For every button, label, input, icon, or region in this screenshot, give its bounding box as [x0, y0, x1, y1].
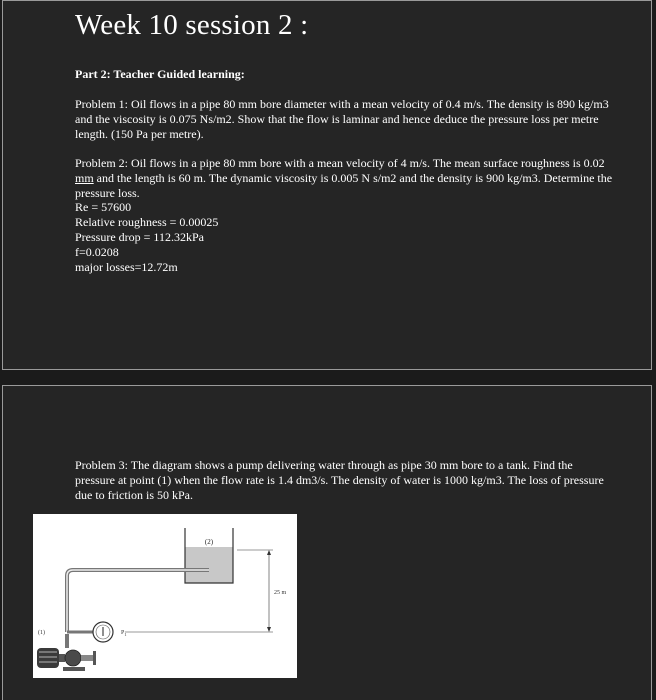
- motor-fin-2: [39, 656, 57, 658]
- point-1-label: (1): [38, 630, 45, 636]
- answer-major-losses: major losses=12.72m: [75, 260, 178, 274]
- answer-pressure-drop: Pressure drop = 112.32kPa: [75, 230, 204, 244]
- pump-tank-svg: [33, 514, 297, 678]
- pressure-subscript: 1: [124, 632, 127, 637]
- pressure-label: [121, 630, 127, 637]
- pump-coupling: [59, 654, 65, 662]
- problem-1-text: Problem 1: Oil flows in a pipe 80 mm bore diameter with a mean velocity of 0.4 m/s. The density is 890 kg/m3 and the viscosity is 0.075 Ns/m2. Show that the flow is laminar and hence deduce the pressure loss per metre length. (150 Pa per metre).: [75, 97, 609, 141]
- height-label: 25 m: [274, 590, 287, 596]
- slide-title: Week 10 session 2 :: [75, 9, 309, 41]
- pump-inlet-pipe: [81, 655, 95, 661]
- problem-2-text-end: and the length is 60 m. The dynamic viscosity is 0.005 N s/m2 and the density is 900 kg/m3. Determine the pressure loss.: [75, 171, 613, 200]
- tank-water: [185, 547, 233, 583]
- inlet-flange: [93, 651, 96, 665]
- pump-tank-diagram: [33, 514, 297, 678]
- pump-base: [63, 667, 85, 671]
- motor-fin-3: [39, 661, 57, 663]
- problem-2-text-start: Problem 2: Oil flows in a pipe 80 mm bore with a mean velocity of 4 m/s. The mean surface roughness is 0.02: [75, 156, 605, 170]
- problem-2-underlined-unit: mm: [75, 171, 94, 185]
- slide-problem-3: [2, 385, 652, 700]
- answer-relative-roughness: Relative roughness = 0.00025: [75, 215, 219, 229]
- pressure-symbol: P: [121, 630, 125, 636]
- answer-reynolds: Re = 57600: [75, 200, 132, 214]
- pump-casing-icon: [65, 650, 81, 666]
- dimension-arrow-top: [267, 550, 271, 555]
- problem-2-text: [75, 156, 615, 201]
- answer-friction-factor: f=0.0208: [75, 245, 119, 259]
- section-subheading: Part 2: Teacher Guided learning:: [75, 67, 245, 81]
- slide-week10-part2: [2, 0, 652, 370]
- problem-3-text: Problem 3: The diagram shows a pump delivering water through as pipe 30 mm bore to a tank. Find the pressure at point (1) when the flow rate is 1.4 dm3/s. The density of water is 1000 kg/m3. The loss of pressure due to friction is 50 kPa.: [75, 458, 604, 502]
- dimension-arrow-bottom: [267, 627, 271, 632]
- point-2-label: (2): [204, 538, 214, 546]
- motor-fin-1: [39, 651, 57, 653]
